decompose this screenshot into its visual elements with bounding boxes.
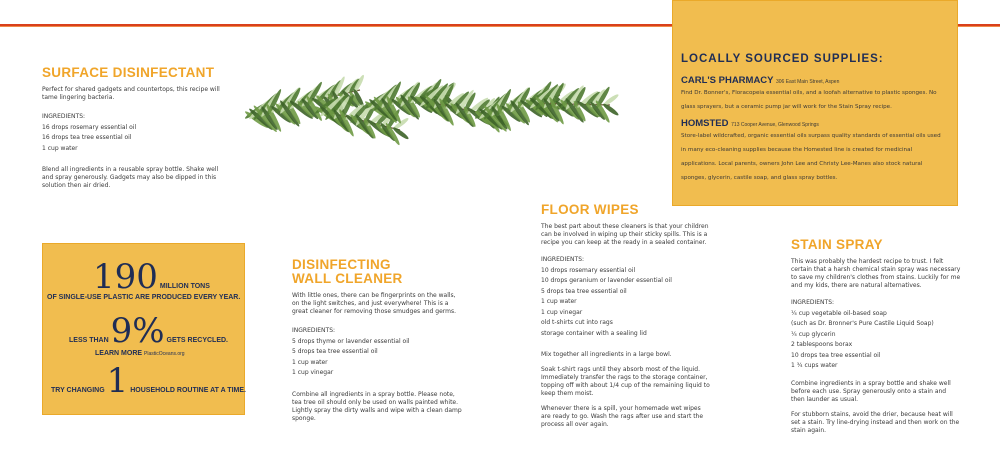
ingredients: INGREDIENTS: 5 drops thyme or lavender essential oil 5 drops tea tree essential oil 1 cup water 1 cup vinegar: [292, 327, 410, 376]
recipe-intro: With little ones, there can be fingerprints on the walls, on the light switches, and just everywhere! This is a great cleaner for removing those smudges and germs.: [292, 292, 457, 315]
supplies-box: [672, 0, 958, 206]
recipe-title: FLOOR WIPES: [541, 202, 639, 217]
rosemary-illustration: [230, 55, 630, 165]
ingredients: INGREDIENTS: 10 drops rosemary essential oil 10 drops geranium or lavender essential oil 5 drops tea tree essential oil 1 cup water 1 cup vinegar old t-shirts cut into rags storage container with a sealing lid: [541, 256, 672, 337]
recipe-directions: Soak t-shirt rags until they absorb most of the liquid. Immediately transfer the rags to the storage container, topping off with about 1/4 cup of the remaining liquid to keep them moist.: [541, 366, 710, 397]
floor-recipe: [541, 203, 711, 429]
ingredients: INGREDIENTS: ¼ cup vegetable oil-based soap (such as Dr. Bronner's Pure Castile Liquid Soap) ¼ cup glycerin 2 tablespoons borax 10 drops tea tree essential oil 1 ¾ cups water: [791, 299, 934, 369]
recipe-intro: This was probably the hardest recipe to trust. I felt certain that a harsh chemical stain spray was necessary to save my children's clothes from stains. Luckily for me and my kids, there are natural alternatives.: [791, 258, 961, 289]
stain-recipe: [791, 238, 961, 435]
recipe-directions: Combine ingredients in a spray bottle and shake well before each use. Spray generously onto a stain and then launder as usual.: [791, 379, 951, 403]
recipe-intro: The best part about these cleaners is that your children can be involved in wiping up their sticky spills. This is a recipe you can keep at the ready in a sealed container.: [541, 223, 709, 246]
ingredients: INGREDIENTS: 16 drops rosemary essential oil 16 drops tea tree essential oil 1 cup water: [42, 113, 137, 152]
recipe-directions: Combine all ingredients in a spray bottle. Please note, tea tree oil should only be used on walls painted white. Lightly spray the dirty walls and wipe with a clean damp sponge.: [292, 390, 462, 422]
recipe-directions: Whenever there is a spill, your homemade wet wipes are ready to go. Wash the rags after use and start the process all over again.: [541, 405, 704, 428]
recipe-title: SURFACE DISINFECTANT: [42, 65, 215, 80]
recipe-intro: Perfect for shared gadgets and countertops, this recipe will tame lingering bacteria.: [42, 86, 220, 101]
store-text: Store-label wildcrafted, organic essential oils surpass quality standards of essential oils used in many eco-cleaning supplies because the Homested line is created for medicinal applications. Local parents, owners John Lee and Christy Lee-Manes also stock natural sponges, glycerin, castile soap, and glass spray bottles.: [681, 133, 941, 181]
wall-recipe: [292, 258, 462, 423]
recipe-directions: Mix together all ingredients in a large bowl.: [541, 351, 672, 358]
store-name: HOMSTED 713 Cooper Avenue, Glenwood Springs: [681, 118, 819, 129]
supplies-title: LOCALLY SOURCED SUPPLIES:: [681, 53, 884, 65]
store-text: Find Dr. Bonner's, Floracopeia essential oils, and a loofah alternative to plastic sponges. No glass sprayers, but a ceramic pump jar will work for the Stain Spray recipe.: [681, 90, 937, 110]
store-name: CARL'S PHARMACY 306 East Main Street, Aspen: [681, 75, 840, 86]
recipe-directions: Blend all ingredients in a reusable spray bottle. Shake well and spray generously. Gadgets may also be dipped in this solution then air dried.: [42, 166, 219, 189]
plastic-stats-box: 190 MILLION TONS OF SINGLE-USE PLASTIC ARE PRODUCED EVERY YEAR. LESS THAN 9% GETS RECYCLED. LEARN MORE PlasticOceans.org TRY CHANGING 1 HOUSEHOLD ROUTINE AT A TIME.: [42, 243, 245, 415]
surface-recipe: [42, 66, 222, 190]
recipe-title: STAIN SPRAY: [791, 237, 883, 252]
recipe-directions: For stubborn stains, avoid the drier, because heat will set a stain. Try line-drying instead and then work on the stain again.: [791, 410, 960, 434]
recipe-title: DISINFECTING WALL CLEANER: [292, 257, 403, 286]
